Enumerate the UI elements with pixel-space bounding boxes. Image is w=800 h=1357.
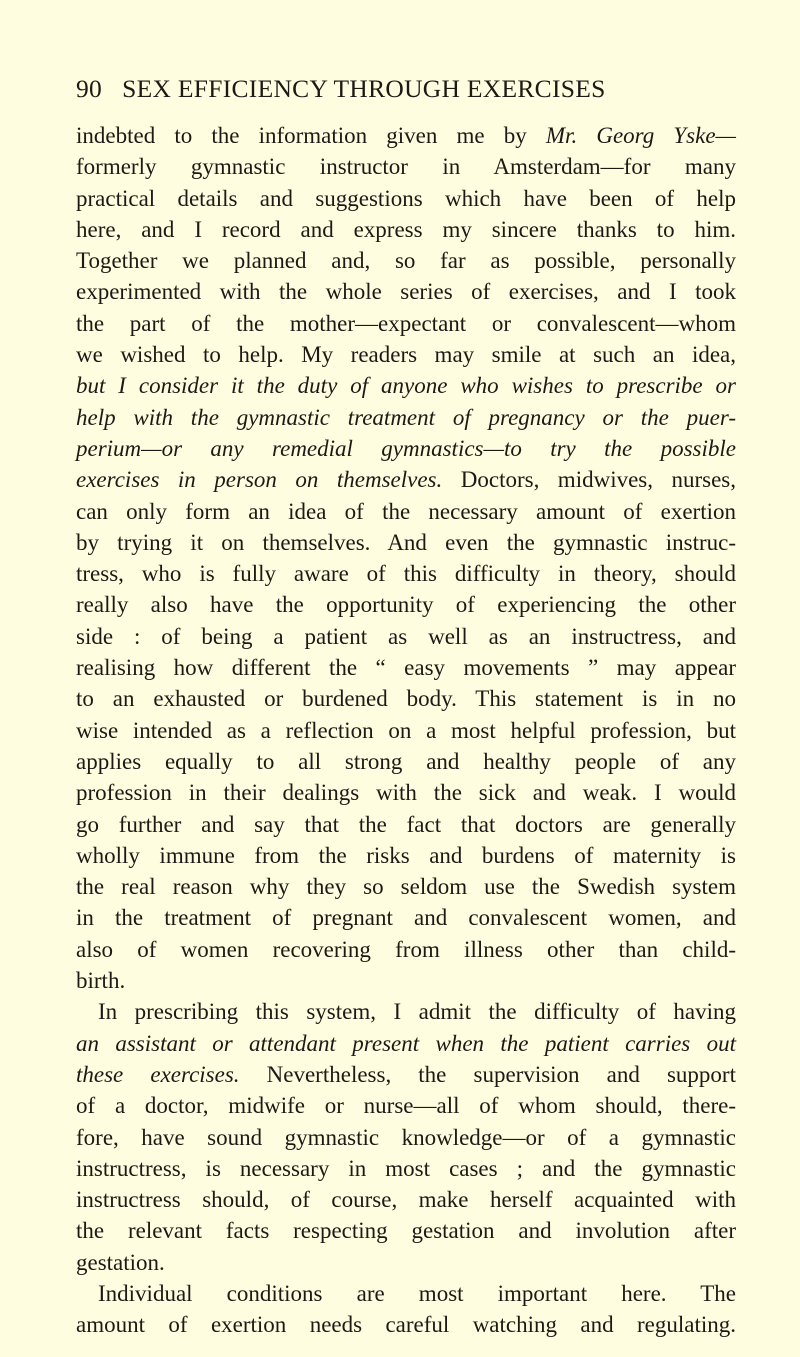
page-number: 90 — [76, 74, 103, 103]
text-line — [76, 715, 736, 746]
text-line — [76, 276, 736, 307]
text-line — [76, 496, 736, 527]
text-run: of a doctor, midwife or nurse—all of whom should, there- — [76, 1093, 736, 1119]
text-line — [76, 840, 736, 871]
text-line — [76, 1184, 736, 1215]
text-run: profession in their dealings with the sick and weak. I would — [76, 780, 736, 806]
text-line — [76, 1278, 736, 1309]
text-line — [76, 683, 736, 714]
text-run: Together we planned and, so far as possible, personally — [76, 248, 736, 274]
running-title: SEX EFFICIENCY THROUGH EXERCISES — [122, 74, 606, 103]
italic-text: help with the gymnastic treatment of pregnancy or the puer- — [76, 404, 736, 430]
text-run: wise intended as a reflection on a most helpful profession, but — [76, 717, 736, 743]
text-run: we wished to help. My readers may smile at such an idea, — [76, 342, 736, 368]
text-line — [76, 1028, 736, 1059]
italic-text: perium—or any remedial gymnastics—to try the possible — [76, 435, 736, 461]
text-line — [76, 902, 736, 933]
text-run: here, and I record and express my sincere thanks to him. — [76, 216, 736, 242]
text-run: formerly gymnastic instructor in Amsterdam—for many — [76, 154, 736, 180]
italic-text: these exercises. — [76, 1061, 240, 1087]
text-run: to an exhausted or burdened body. This statement is in no — [76, 686, 736, 712]
text-run: applies equally to all strong and healthy people of any — [76, 748, 736, 774]
text-run: instructress should, of course, make herself acquainted with — [76, 1187, 736, 1213]
italic-text: but I consider it the duty of anyone who wishes to prescribe or — [76, 373, 736, 399]
italic-text: Mr. Georg Yske— — [545, 123, 736, 148]
text-line — [76, 777, 736, 808]
text-line — [76, 151, 736, 182]
text-line — [76, 370, 736, 401]
text-run: practical details and suggestions which have been of help — [76, 185, 736, 211]
text-line — [76, 934, 736, 965]
text-run: In prescribing this system, I admit the difficulty of having — [98, 999, 736, 1025]
text-line — [76, 871, 736, 902]
text-run: Individual conditions are most important here. The — [98, 1280, 736, 1306]
text-line — [76, 558, 736, 589]
text-line — [76, 1309, 736, 1340]
text-line — [76, 1153, 736, 1184]
text-run: the part of the mother—expectant or convalescent—whom — [76, 310, 736, 336]
text-run: indebted to the information given me by — [76, 123, 546, 148]
text-run: amount of exertion needs careful watching and regulating. — [76, 1312, 736, 1338]
text-run: go further and say that the fact that doctors are generally — [76, 811, 736, 837]
text-line — [76, 1059, 736, 1090]
text-line — [76, 996, 736, 1027]
italic-text: an assistant or attendant present when the patient carries out — [76, 1030, 736, 1056]
text-line — [76, 809, 736, 840]
text-line — [76, 746, 736, 777]
text-line — [76, 527, 736, 558]
text-line — [76, 433, 736, 464]
text-line — [76, 308, 736, 339]
text-run: tress, who is fully aware of this difficulty in theory, should — [76, 561, 736, 587]
text-run: the relevant facts respecting gestation and involution after — [76, 1218, 736, 1244]
text-run: the real reason why they so seldom use the Swedish system — [76, 874, 736, 900]
text-line — [76, 1122, 736, 1153]
text-run: side : of being a patient as well as an instructress, and — [76, 623, 736, 649]
text-run: wholly immune from the risks and burdens of maternity is — [76, 842, 736, 868]
text-line — [76, 621, 736, 652]
text-line — [76, 464, 736, 495]
text-line — [76, 245, 736, 276]
text-run: in the treatment of pregnant and convalescent women, and — [76, 905, 736, 931]
text-line — [76, 965, 736, 996]
text-run: realising how different the “ easy movements ” may appear — [76, 655, 736, 681]
text-run: fore, have sound gymnastic knowledge—or of a gymnastic — [76, 1124, 736, 1150]
text-run: experimented with the whole series of exercises, and I took — [76, 279, 736, 305]
text-line — [76, 339, 736, 370]
body-text — [76, 120, 736, 1341]
text-line — [76, 1247, 736, 1278]
text-run: really also have the opportunity of experiencing the other — [76, 592, 736, 618]
text-run: by trying it on themselves. And even the gymnastic instruc- — [76, 529, 736, 555]
text-line — [76, 589, 736, 620]
running-header — [76, 72, 706, 106]
text-run: also of women recovering from illness other than child- — [76, 936, 736, 962]
text-line — [76, 402, 736, 433]
text-run: can only form an idea of the necessary amount of exertion — [76, 498, 736, 524]
text-run: gestation. — [76, 1249, 165, 1275]
text-run: birth. — [76, 968, 126, 994]
text-run: Doctors, midwives, nurses, — [442, 467, 737, 493]
text-line — [76, 1215, 736, 1246]
text-run: instructress, is necessary in most cases ; and the gymnastic — [76, 1155, 736, 1181]
text-line — [76, 183, 736, 214]
italic-text: exercises in person on themselves. — [76, 467, 443, 493]
text-run: Nevertheless, the supervision and support — [239, 1061, 736, 1087]
text-line — [76, 652, 736, 683]
text-line — [76, 120, 736, 151]
text-line — [76, 1090, 736, 1121]
text-line — [76, 214, 736, 245]
